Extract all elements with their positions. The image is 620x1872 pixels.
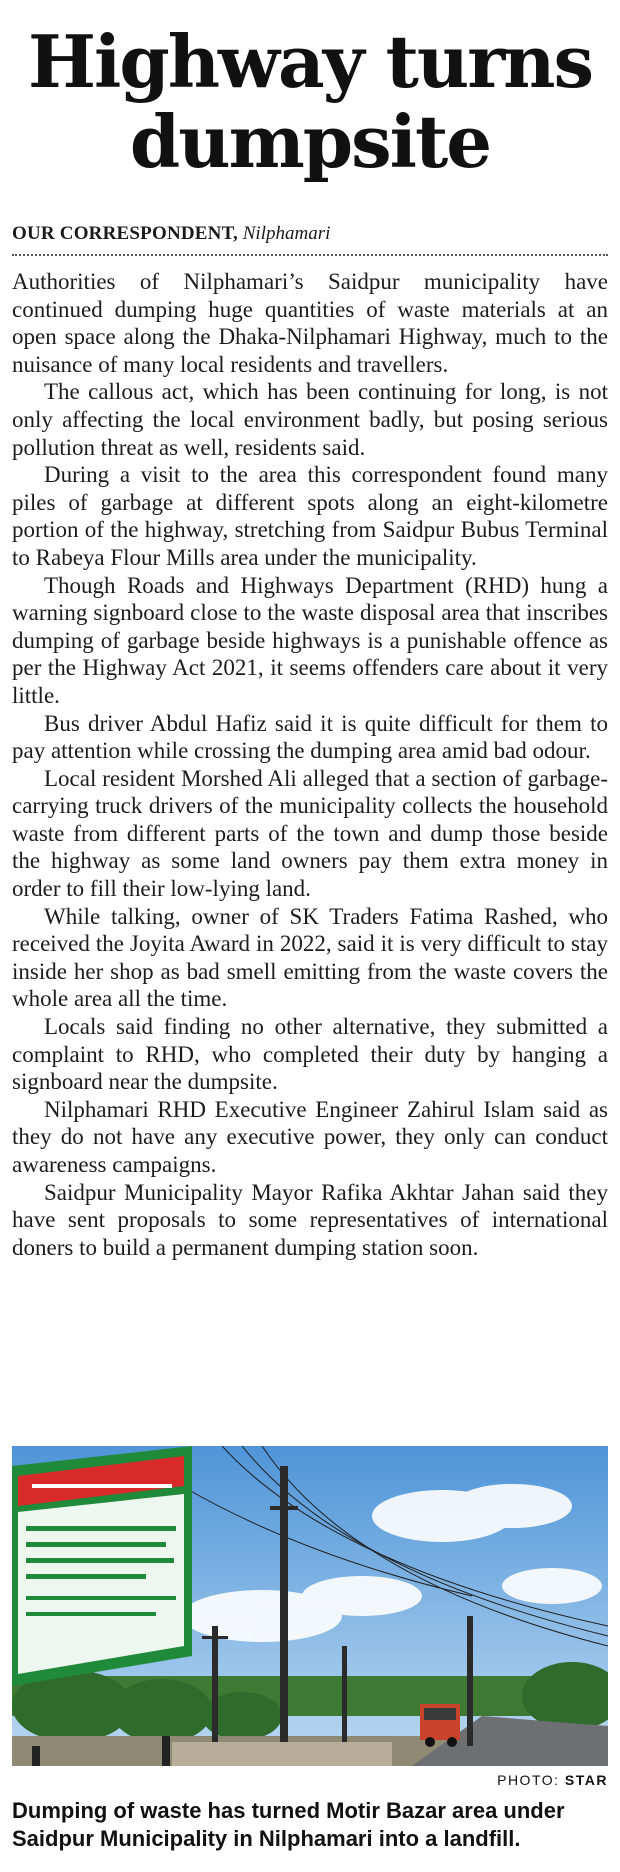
paragraph-3: During a visit to the area this correspondent found many piles of garbage at different spots along an eight-kilometre portion of the highway, stretching from Saidpur Bubus Terminal to Rabeya Flour Mills area under the municipality. bbox=[12, 462, 608, 570]
paragraph-8: Locals said finding no other alternative, they submitted a complaint to RHD, who completed their duty by hanging a signboard near the dumpsite. bbox=[12, 1014, 608, 1095]
garbage-pile bbox=[172, 1742, 392, 1766]
byline-location: Nilphamari bbox=[242, 223, 331, 244]
paragraph-9: Nilphamari RHD Executive Engineer Zahirul Islam said as they do not have any executive power, they only can conduct awareness campaigns. bbox=[12, 1096, 608, 1177]
byline-author: OUR CORRESPONDENT, bbox=[12, 223, 238, 244]
article-body bbox=[12, 268, 608, 1261]
paragraph-2: The callous act, which has been continuing for long, is not only affecting the local environment badly, but posing serious pollution threat as well, residents said. bbox=[12, 379, 608, 460]
photo-credit-prefix: PHOTO: bbox=[497, 1772, 565, 1788]
photo-illustration bbox=[12, 1446, 608, 1766]
paragraph-1: Authorities of Nilphamari’s Saidpur municipality have continued dumping huge quantities of waste materials at an open space along the Dhaka-Nilphamari Highway, much to the nuisance of many local residents and travellers. bbox=[12, 269, 608, 377]
news-photo bbox=[12, 1446, 608, 1766]
paragraph-6: Local resident Morshed Ali alleged that a section of garbage-carrying truck drivers of the municipality collects the household waste from different parts of the town and dump those beside the highway as some land owners pay them extra money in order to fill their low-lying land. bbox=[12, 765, 608, 902]
paragraph-5: Bus driver Abdul Hafiz said it is quite difficult for them to pay attention while crossing the dumping area amid bad odour. bbox=[12, 710, 608, 764]
headline bbox=[12, 19, 608, 184]
photo-caption: Dumping of waste has turned Motir Bazar area under Saidpur Municipality in Nilphamari into a landfill. bbox=[12, 1798, 565, 1851]
photo-credit bbox=[497, 1772, 608, 1788]
paragraph-4: Though Roads and Highways Department (RHD) hung a warning signboard close to the waste disposal area that inscribes dumping of garbage beside highways is a punishable offence as per the Highway Act 2021, it seems offenders care about it very little. bbox=[12, 572, 608, 708]
paragraph-7: While talking, owner of SK Traders Fatima Rashed, who received the Joyita Award in 2022, said it is very difficult to stay inside her shop as bad smell emitting from the waste covers the whole area all the time. bbox=[12, 903, 608, 1012]
photo-credit-source: STAR bbox=[564, 1772, 608, 1788]
byline bbox=[12, 223, 608, 245]
byline-divider bbox=[12, 254, 608, 256]
headline-line-2: dumpsite bbox=[129, 99, 491, 184]
headline-line-1: Highway turns bbox=[27, 19, 593, 104]
paragraph-10: Saidpur Municipality Mayor Rafika Akhtar Jahan said they have sent proposals to some representatives of international doners to build a permanent dumping station soon. bbox=[12, 1179, 608, 1260]
